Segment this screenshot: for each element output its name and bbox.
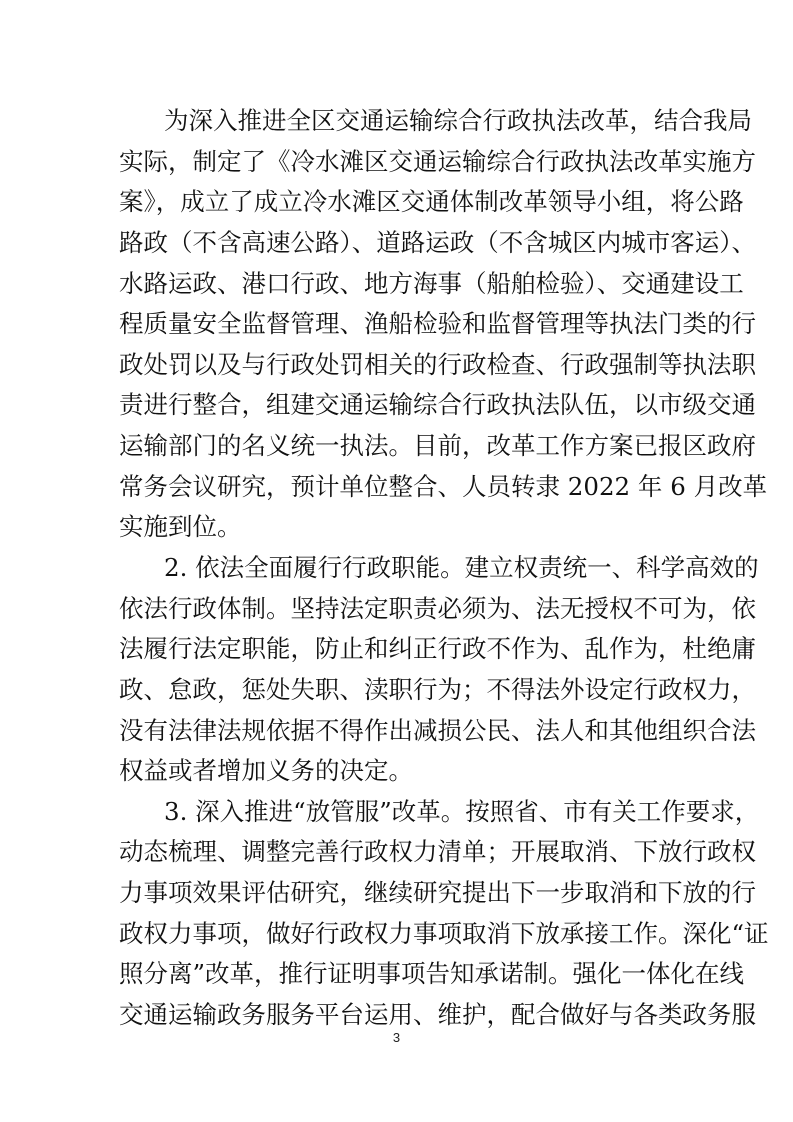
page-number: 3	[392, 1030, 401, 1045]
paragraph-1-line-8: 责进行整合，组建交通运输综合行政执法队伍，以市级交通	[119, 390, 756, 419]
paragraph-3-line-4: 政权力事项，做好行政权力事项取消下放承接工作。深化“证	[119, 919, 769, 948]
paragraph-3-line-3: 力事项效果评估研究，继续研究提出下一步取消和下放的行	[119, 878, 756, 907]
paragraph-2-line-2: 依法行政体制。坚持法定职责必须为、法无授权不可为，依	[119, 594, 756, 623]
paragraph-3-line-2: 动态梳理、调整完善行政权力清单；开展取消、下放行政权	[119, 837, 756, 866]
paragraph-1-line-3: 案》，成立了成立冷水滩区交通体制改革领导小组，将公路	[119, 187, 744, 216]
paragraph-3-line-6: 交通运输政务服务平台运用、维护，配合做好与各类政务服	[119, 1000, 756, 1029]
paragraph-1-line-7: 政处罚以及与行政处罚相关的行政检查、行政强制等执法职	[119, 350, 756, 379]
paragraph-2-line-3: 法履行法定职能，防止和纠正行政不作为、乱作为，杜绝庸	[119, 634, 756, 663]
paragraph-1-line-2: 实际，制定了《冷水滩区交通运输综合行政执法改革实施方	[119, 147, 756, 176]
paragraph-2-line-5: 没有法律法规依据不得作出减损公民、法人和其他组织合法	[119, 716, 756, 745]
paragraph-2-line-1: 2. 依法全面履行行政职能。建立权责统一、科学高效的	[164, 553, 759, 582]
paragraph-1-line-10: 常务会议研究，预计单位整合、人员转隶 2022 年 6 月改革	[119, 472, 768, 501]
paragraph-1-line-9: 运输部门的名义统一执法。目前，改革工作方案已报区政府	[119, 431, 756, 460]
paragraph-1-line-11: 实施到位。	[119, 512, 242, 541]
paragraph-2-line-6: 权益或者增加义务的决定。	[119, 756, 413, 785]
paragraph-1-line-4: 路政（不含高速公路）、道路运政（不含城区内城市客运）、	[119, 228, 756, 257]
paragraph-1-line-1: 为深入推进全区交通运输综合行政执法改革，结合我局	[164, 106, 752, 135]
paragraph-2-line-4: 政、怠政，惩处失职、渎职行为；不得法外设定行政权力，	[119, 675, 756, 704]
paragraph-3-line-5: 照分离”改革，推行证明事项告知承诺制。强化一体化在线	[119, 959, 745, 988]
paragraph-1-line-5: 水路运政、港口行政、地方海事（船舶检验）、交通建设工	[119, 269, 744, 298]
paragraph-1-line-6: 程质量安全监督管理、渔船检验和监督管理等执法门类的行	[119, 309, 756, 338]
paragraph-3-line-1: 3. 深入推进“放管服”改革。按照省、市有关工作要求，	[164, 797, 760, 826]
